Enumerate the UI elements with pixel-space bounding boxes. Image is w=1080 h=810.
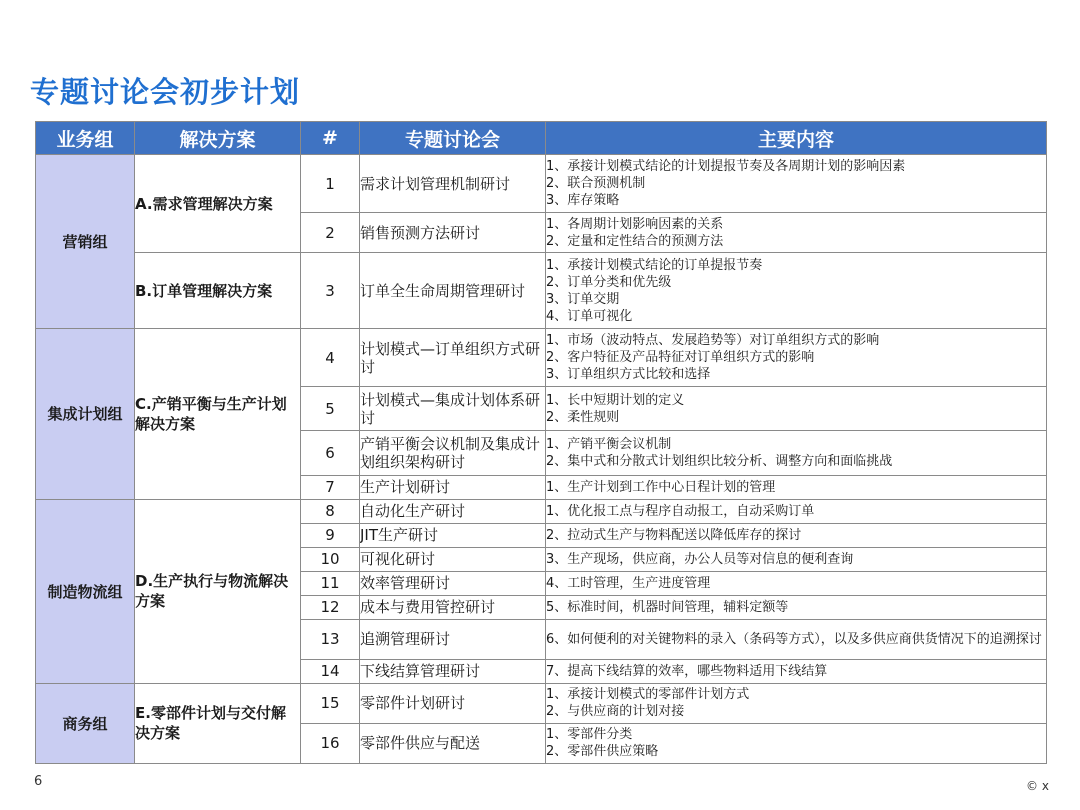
- content-cell: [546, 499, 1047, 523]
- topic-cell: 下线结算管理研讨: [360, 659, 546, 683]
- content-cell: [546, 329, 1047, 387]
- row-number: 7: [301, 475, 360, 499]
- content-line: 2、零部件供应策略: [546, 744, 659, 760]
- group-cell-marketing: 营销组: [36, 155, 135, 329]
- content-line: 5、标准时间，机器时间管理，辅料定额等: [546, 599, 789, 615]
- content-cell: [546, 387, 1047, 431]
- topic-cell: 计划模式—订单组织方式研讨: [360, 329, 546, 387]
- solution-cell-d: D.生产执行与物流解决方案: [135, 499, 301, 683]
- content-cell: [546, 683, 1047, 723]
- content-line: 2、定量和定性结合的预测方法: [546, 233, 724, 249]
- table-header-row: [36, 122, 1047, 155]
- group-cell-manufacturing: 制造物流组: [36, 499, 135, 683]
- topic-cell: 效率管理研讨: [360, 571, 546, 595]
- content-line: 2、集中式和分散式计划组织比较分析、调整方向和面临挑战: [546, 453, 893, 469]
- table-row: [36, 155, 1047, 213]
- content-line: 4、订单可视化: [546, 308, 633, 324]
- row-number: 6: [301, 431, 360, 475]
- row-number: 16: [301, 723, 360, 763]
- row-number: 15: [301, 683, 360, 723]
- content-line: 1、市场（波动特点、发展趋势等）对订单组织方式的影响: [546, 333, 880, 349]
- row-number: 2: [301, 213, 360, 253]
- header-topic: 专题讨论会: [360, 122, 546, 155]
- content-line: 2、柔性规则: [546, 409, 620, 425]
- topic-cell: 追溯管理研讨: [360, 619, 546, 659]
- page-number: 6: [34, 774, 43, 789]
- content-line: 2、客户特征及产品特征对订单组织方式的影响: [546, 350, 815, 366]
- topic-cell: JIT生产研讨: [360, 523, 546, 547]
- plan-table: [35, 121, 1047, 764]
- row-number: 14: [301, 659, 360, 683]
- row-number: 9: [301, 523, 360, 547]
- content-line: 2、拉动式生产与物料配送以降低库存的探讨: [546, 527, 802, 543]
- topic-cell: 自动化生产研讨: [360, 499, 546, 523]
- content-cell: [546, 659, 1047, 683]
- header-num: #: [301, 122, 360, 155]
- content-line: 2、与供应商的计划对接: [546, 704, 685, 720]
- row-number: 1: [301, 155, 360, 213]
- row-number: 4: [301, 329, 360, 387]
- table-row: [36, 499, 1047, 523]
- content-line: 1、生产计划到工作中心日程计划的管理: [546, 479, 776, 495]
- copyright-mark: © x: [1026, 779, 1049, 793]
- solution-cell-e: E.零部件计划与交付解决方案: [135, 683, 301, 763]
- content-cell: [546, 431, 1047, 475]
- content-cell: [546, 213, 1047, 253]
- content-cell: [546, 723, 1047, 763]
- content-line: 4、工时管理，生产进度管理: [546, 575, 711, 591]
- content-cell: [546, 547, 1047, 571]
- group-cell-business: 商务组: [36, 683, 135, 763]
- content-line: 3、订单组织方式比较和选择: [546, 367, 711, 383]
- topic-cell: 需求计划管理机制研讨: [360, 155, 546, 213]
- content-cell: [546, 595, 1047, 619]
- topic-cell: 生产计划研讨: [360, 475, 546, 499]
- content-line: 1、长中短期计划的定义: [546, 392, 685, 408]
- content-cell: [546, 475, 1047, 499]
- topic-cell: 零部件计划研讨: [360, 683, 546, 723]
- topic-cell: 计划模式—集成计划体系研讨: [360, 387, 546, 431]
- topic-cell: 零部件供应与配送: [360, 723, 546, 763]
- solution-cell-a: A.需求管理解决方案: [135, 155, 301, 253]
- content-cell: [546, 523, 1047, 547]
- content-line: 1、承接计划模式结论的订单提报节奏: [546, 257, 763, 273]
- row-number: 12: [301, 595, 360, 619]
- table-row: [36, 329, 1047, 387]
- row-number: 5: [301, 387, 360, 431]
- content-line: 1、承接计划模式结论的计划提报节奏及各周期计划的影响因素: [546, 159, 906, 175]
- topic-cell: 产销平衡会议机制及集成计划组织架构研讨: [360, 431, 546, 475]
- solution-cell-c: C.产销平衡与生产计划解决方案: [135, 329, 301, 499]
- content-line: 1、承接计划模式的零部件计划方式: [546, 687, 750, 703]
- table-row: [36, 683, 1047, 723]
- content-line: 1、产销平衡会议机制: [546, 436, 672, 452]
- topic-cell: 订单全生命周期管理研讨: [360, 253, 546, 329]
- content-cell: [546, 253, 1047, 329]
- table-row: [36, 253, 1047, 329]
- group-cell-integrated: 集成计划组: [36, 329, 135, 499]
- solution-cell-b: B.订单管理解决方案: [135, 253, 301, 329]
- content-cell: 6、如何便利的对关键物料的录入（条码等方式），以及多供应商供货情况下的追溯探讨: [546, 619, 1047, 659]
- row-number: 10: [301, 547, 360, 571]
- page-title: 专题讨论会初步计划: [30, 75, 301, 109]
- row-number: 3: [301, 253, 360, 329]
- row-number: 11: [301, 571, 360, 595]
- header-content: 主要内容: [546, 122, 1047, 155]
- content-line: 3、库存策略: [546, 193, 620, 209]
- topic-cell: 销售预测方法研讨: [360, 213, 546, 253]
- content-line: 1、零部件分类: [546, 727, 633, 743]
- content-line: 3、生产现场，供应商，办公人员等对信息的便利查询: [546, 551, 854, 567]
- header-solution: 解决方案: [135, 122, 301, 155]
- content-line: 3、订单交期: [546, 291, 620, 307]
- header-group: 业务组: [36, 122, 135, 155]
- content-line: 1、优化报工点与程序自动报工，自动采购订单: [546, 503, 815, 519]
- row-number: 13: [301, 619, 360, 659]
- topic-cell: 成本与费用管控研讨: [360, 595, 546, 619]
- content-line: 1、各周期计划影响因素的关系: [546, 216, 724, 232]
- topic-cell: 可视化研讨: [360, 547, 546, 571]
- content-line: 2、订单分类和优先级: [546, 274, 672, 290]
- content-cell: [546, 571, 1047, 595]
- row-number: 8: [301, 499, 360, 523]
- content-cell: [546, 155, 1047, 213]
- content-line: 7、提高下线结算的效率，哪些物料适用下线结算: [546, 663, 828, 679]
- content-line: 2、联合预测机制: [546, 176, 646, 192]
